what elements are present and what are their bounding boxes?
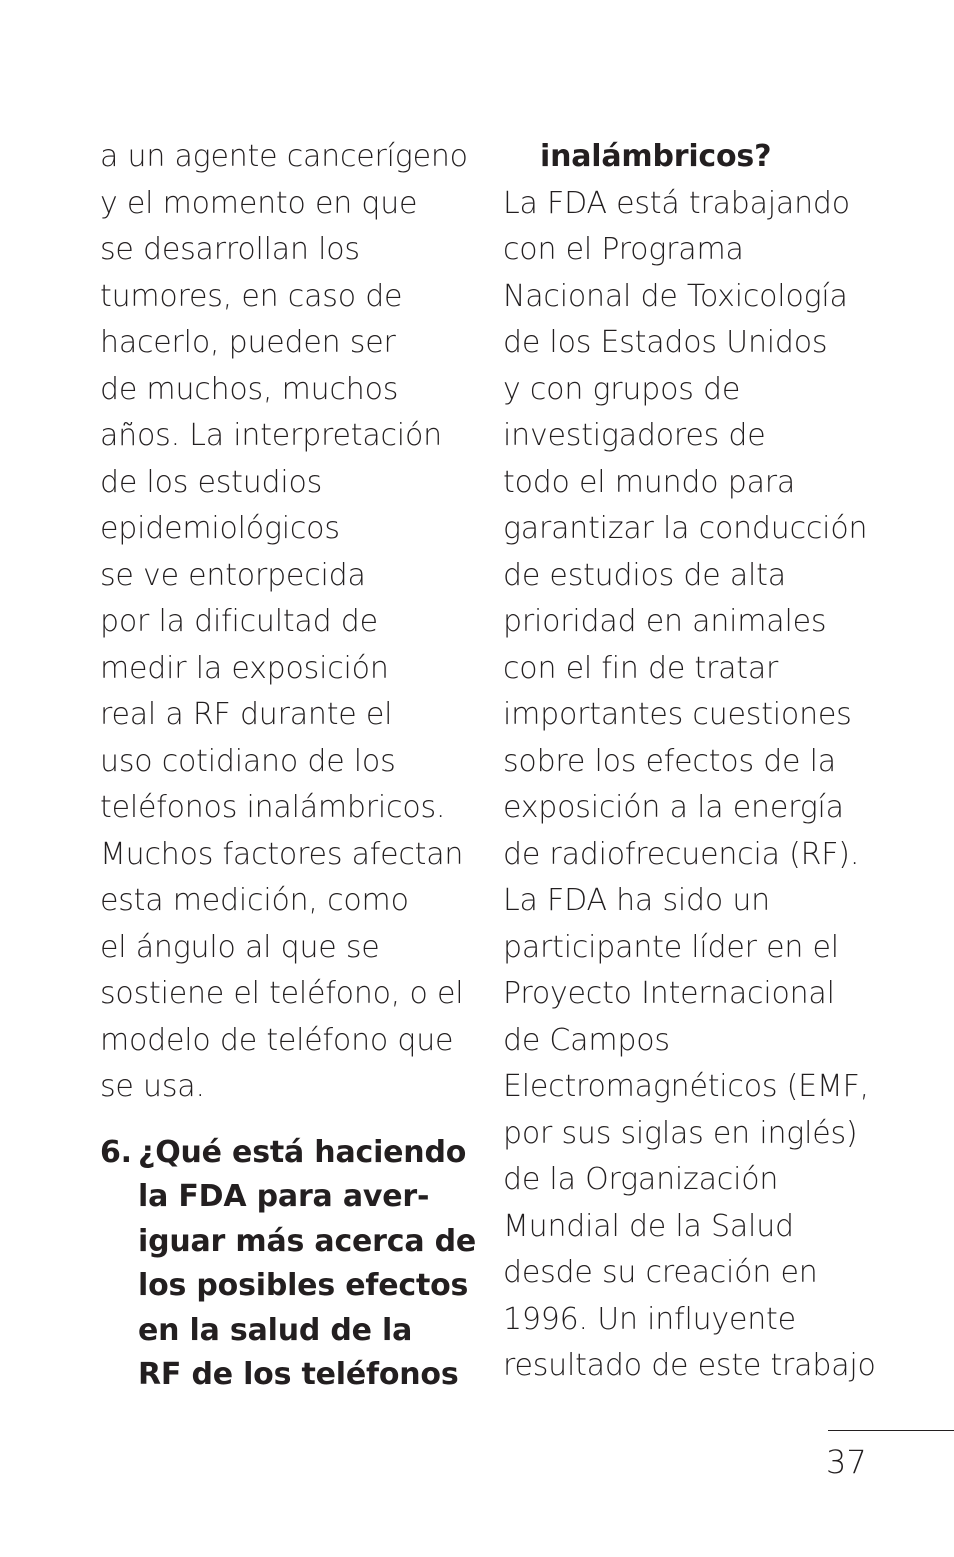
text-line: por sus siglas en inglés) <box>503 1115 858 1151</box>
question-line: en la salud de la <box>138 1312 413 1348</box>
text-line: esta medición, como <box>100 883 409 918</box>
question-line: ¿Qué está haciendo <box>138 1134 467 1170</box>
text-line: La FDA ha sido un <box>503 883 770 918</box>
text-line: por la dificultad de <box>100 604 378 639</box>
question-number: 6. <box>100 1134 132 1170</box>
text-line: se desarrollan los <box>100 232 360 267</box>
text-line: de los Estados Unidos <box>503 325 828 360</box>
text-line: tumores, en caso de <box>100 278 403 314</box>
text-line: Electromagnéticos (EMF, <box>503 1069 869 1104</box>
question-line: iguar más acerca de <box>138 1223 477 1259</box>
text-line: el ángulo al que se <box>100 929 380 965</box>
text-line: Mundial de la Salud <box>503 1208 794 1244</box>
text-line: hacerlo, pueden ser <box>100 325 396 360</box>
text-line: a un agente cancerígeno <box>100 139 468 174</box>
text-line: medir la exposición <box>100 650 389 686</box>
text-line: de radiofrecuencia (RF). <box>503 836 860 872</box>
text-line: Proyecto Internacional <box>503 976 835 1011</box>
text-line: Nacional de Toxicología <box>503 278 848 314</box>
question-heading <box>100 1131 480 1398</box>
text-line: teléfonos inalámbricos. <box>100 790 446 825</box>
text-line: de muchos, muchos <box>100 371 399 407</box>
text-line: con el fin de tratar <box>503 650 779 686</box>
text-line: y el momento en que <box>100 185 418 221</box>
text-line: con el Programa <box>503 232 744 267</box>
text-line: uso cotidiano de los <box>100 743 396 779</box>
question-line: la FDA para aver- <box>138 1179 430 1214</box>
text-line: todo el mundo para <box>503 464 796 500</box>
question-line: RF de los teléfonos <box>138 1357 459 1392</box>
text-line: se ve entorpecida <box>100 557 366 593</box>
text-line: de Campos <box>503 1022 670 1058</box>
text-line: real a RF durante el <box>100 697 393 732</box>
question-continued: inalámbricos? <box>540 139 772 174</box>
text-line: Muchos factores afectan <box>100 836 464 872</box>
question-line: los posibles efectos <box>138 1268 469 1303</box>
text-line: de la Organización <box>503 1162 779 1197</box>
text-line: exposición a la energía <box>503 790 844 825</box>
text-line: modelo de teléfono que <box>100 1022 454 1058</box>
text-line: desde su creación en <box>503 1255 818 1290</box>
text-line: 1996. Un influyente <box>503 1301 796 1337</box>
text-line: importantes cuestiones <box>503 697 852 732</box>
page-number: 37 <box>826 1443 867 1481</box>
text-line: participante líder en el <box>503 929 839 965</box>
text-line: La FDA está trabajando <box>503 185 850 221</box>
footer-divider <box>828 1430 954 1431</box>
text-line: resultado de este trabajo <box>503 1348 876 1383</box>
left-column <box>100 134 480 1398</box>
question-text <box>100 1131 480 1398</box>
text-line: años. La interpretación <box>100 418 442 453</box>
text-line: garantizar la conducción <box>503 511 868 546</box>
text-line: se usa. <box>100 1069 205 1104</box>
body-paragraph <box>100 134 480 1111</box>
text-line: de los estudios <box>100 464 323 500</box>
text-line: epidemiológicos <box>100 511 340 546</box>
text-line: prioridad en animales <box>503 604 827 639</box>
text-line: y con grupos de <box>503 371 741 407</box>
text-line: de estudios de alta <box>503 557 786 593</box>
text-line: sostiene el teléfono, o el <box>100 976 464 1011</box>
text-line: sobre los efectos de la <box>503 743 836 779</box>
body-paragraph <box>503 181 943 1390</box>
text-line: investigadores de <box>503 418 766 453</box>
right-column <box>503 134 943 1390</box>
